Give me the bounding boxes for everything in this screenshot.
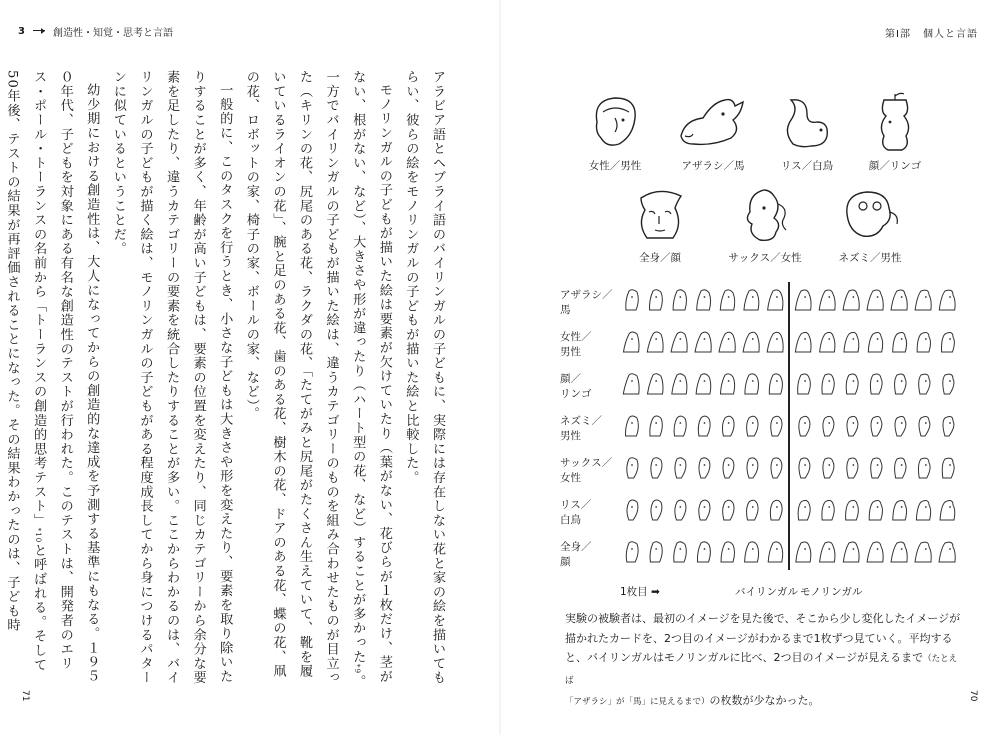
morph-drawing bbox=[742, 286, 761, 313]
morph-drawing bbox=[622, 454, 641, 481]
caption-line-2: 描かれたカードを、2つ目のイメージがわかるまで1枚ずつ見ていく。平均する bbox=[565, 631, 953, 645]
figure-face-apple-label: 顔／リンゴ bbox=[868, 160, 922, 172]
row-label-line1: 全身／ bbox=[560, 541, 592, 553]
morph-drawing bbox=[938, 328, 957, 355]
row-label-line2: 男性 bbox=[560, 430, 581, 442]
morph-drawing bbox=[866, 454, 885, 481]
morph-drawing bbox=[914, 328, 933, 355]
page-fold bbox=[499, 0, 501, 735]
morph-drawing bbox=[794, 328, 813, 355]
morph-drawing bbox=[646, 328, 665, 355]
morph-drawing bbox=[842, 538, 861, 565]
morph-drawing bbox=[694, 496, 713, 523]
morph-drawing bbox=[766, 370, 785, 397]
morph-drawing bbox=[718, 538, 737, 565]
morph-drawing bbox=[842, 286, 861, 313]
morph-drawing bbox=[670, 496, 689, 523]
row-label-seal-horse bbox=[560, 288, 616, 318]
figure-squirrel-swan bbox=[772, 92, 842, 173]
morph-drawing bbox=[794, 286, 813, 313]
row-label-line1: サックス／ bbox=[560, 457, 613, 469]
row-label-squirrel-swan bbox=[560, 498, 616, 528]
figure-mouse-man-label: ネズミ／男性 bbox=[838, 252, 902, 264]
morph-drawing bbox=[890, 454, 909, 481]
morph-drawing bbox=[766, 286, 785, 313]
squirrel-swan-drawing bbox=[777, 92, 837, 154]
morph-drawing bbox=[718, 454, 737, 481]
mouse-man-drawing bbox=[837, 184, 903, 246]
morph-drawing bbox=[766, 538, 785, 565]
figure-face-apple bbox=[860, 92, 930, 173]
morph-drawing bbox=[718, 370, 737, 397]
figure-body-face-label: 全身／顔 bbox=[639, 252, 681, 264]
morph-drawing bbox=[794, 412, 813, 439]
morph-drawing bbox=[766, 496, 785, 523]
row-label-line1: 顔／ bbox=[560, 373, 581, 385]
morph-drawing bbox=[694, 454, 713, 481]
row-label-sax-woman bbox=[560, 456, 616, 486]
morph-drawing bbox=[866, 286, 885, 313]
morph-drawing bbox=[818, 286, 837, 313]
morph-drawing bbox=[914, 496, 933, 523]
caption-line-3b: （たとえば bbox=[565, 654, 958, 686]
part-label: 第Ⅰ部 bbox=[885, 29, 911, 40]
morph-drawing bbox=[766, 328, 785, 355]
morph-drawing bbox=[742, 370, 761, 397]
morph-drawing bbox=[818, 538, 837, 565]
row-label-woman-man bbox=[560, 330, 616, 360]
morph-drawing bbox=[938, 286, 957, 313]
morph-drawing bbox=[914, 286, 933, 313]
figure-seal-horse-label: アザラシ／馬 bbox=[681, 160, 745, 172]
seal-horse-drawing bbox=[673, 92, 753, 154]
morph-drawing bbox=[890, 328, 909, 355]
morph-drawing bbox=[890, 370, 909, 397]
morph-drawing bbox=[818, 328, 837, 355]
folio-left: 71 bbox=[20, 690, 30, 702]
morph-drawing bbox=[938, 412, 957, 439]
morph-drawing bbox=[718, 496, 737, 523]
morph-drawing bbox=[742, 328, 761, 355]
body-face-drawing bbox=[629, 184, 691, 246]
caption-line-4 bbox=[565, 691, 965, 713]
row-label-mouse-man bbox=[560, 414, 616, 444]
morph-sequence-grid bbox=[560, 282, 960, 582]
morph-drawing bbox=[818, 454, 837, 481]
paragraph-4-part-a: 幼少期における創造性は、大人になってからの創造的な達成を予測する基準にもなる。１９５０年代、子どもを対象にある有名な創造性のテストが行われた。このテストは、開発者のエリス・ポール・トーランスの名前から「トーランスの創造的思考テスト」 bbox=[31, 70, 100, 684]
morph-drawing bbox=[694, 370, 713, 397]
ambiguous-figures bbox=[580, 92, 960, 272]
footnote-ref-10: *10 bbox=[34, 527, 43, 544]
caption-line-3a: と、バイリンガルはモノリンガルに比べ、2つ目のイメージが見えるまで bbox=[565, 651, 924, 664]
morph-drawing bbox=[938, 370, 957, 397]
woman-man-drawing bbox=[585, 92, 645, 154]
morph-drawing bbox=[890, 538, 909, 565]
morph-drawing bbox=[622, 538, 641, 565]
morph-drawing bbox=[914, 454, 933, 481]
row-label-line2: 白鳥 bbox=[560, 514, 581, 526]
morph-drawing bbox=[914, 412, 933, 439]
paragraph-1: アラビア語とヘブライ語のバイリンガルの子どもに、実際には存在しない花と家の絵を描いてもらい、彼らの絵をモノリンガルの子どもが描いた絵と比較した。 bbox=[403, 70, 445, 685]
morph-drawing bbox=[670, 286, 689, 313]
morph-drawing bbox=[914, 538, 933, 565]
figure-mouse-man bbox=[825, 184, 915, 265]
figure-squirrel-swan-label: リス／白鳥 bbox=[780, 160, 834, 172]
morph-drawing bbox=[938, 454, 957, 481]
row-label-line2: 顔 bbox=[560, 556, 571, 568]
morph-drawing bbox=[938, 538, 957, 565]
row-label-line2: 男性 bbox=[560, 346, 581, 358]
caption-line-4b: の枚数が少なかった。 bbox=[709, 694, 820, 707]
morph-drawing bbox=[890, 412, 909, 439]
row-label-body-face bbox=[560, 540, 616, 570]
morph-drawing bbox=[818, 496, 837, 523]
morph-drawing bbox=[866, 370, 885, 397]
morph-drawing bbox=[866, 328, 885, 355]
row-label-line1: ネズミ／ bbox=[560, 415, 602, 427]
morph-drawing bbox=[694, 286, 713, 313]
right-running-header bbox=[885, 25, 978, 40]
figure-woman-man bbox=[580, 92, 650, 173]
folio-right: 70 bbox=[968, 690, 978, 702]
row-label-face-apple bbox=[560, 372, 616, 402]
left-running-title: 創造性・知覚・思考と言語 bbox=[52, 28, 173, 39]
morph-drawing bbox=[694, 412, 713, 439]
morph-drawing bbox=[646, 538, 665, 565]
paragraph-4 bbox=[0, 70, 104, 690]
morph-drawing bbox=[718, 328, 737, 355]
row-label-line1: 女性／ bbox=[560, 331, 592, 343]
row-label-line1: アザラシ／ bbox=[560, 289, 613, 301]
monolingual-label: モノリンガル bbox=[800, 586, 863, 598]
morph-drawing bbox=[890, 286, 909, 313]
figure-woman-man-label: 女性／男性 bbox=[588, 160, 642, 172]
morph-drawing bbox=[670, 412, 689, 439]
morph-drawing bbox=[718, 286, 737, 313]
face-apple-drawing bbox=[870, 92, 920, 154]
caption-line-4a: 「アザラシ」が「馬」に見えるまで） bbox=[565, 697, 710, 707]
paragraph-2-part-b: 。一方でバイリンガルの子どもが描いた絵は、違うカテゴリーのものを組み合わせたものが目立った（キリンの花、尻尾のある花、ラクダの花、「たてがみと尻尾がたくさん生えていて、靴を履いているライオンの花」、腕と足のある花、歯のある花、樹木の花、ドアのある花、蝶の花、凧の花、ロボットの家、椅子の家、ボールの家、など）。 bbox=[243, 70, 366, 689]
morph-drawing bbox=[766, 412, 785, 439]
morph-drawing bbox=[742, 538, 761, 565]
bilingual-monolingual-divider bbox=[788, 282, 790, 570]
morph-drawing bbox=[646, 454, 665, 481]
morph-drawing bbox=[622, 496, 641, 523]
morph-drawing bbox=[646, 286, 665, 313]
morph-drawing bbox=[866, 538, 885, 565]
left-page-section-number: 3 bbox=[18, 26, 25, 37]
morph-drawing bbox=[938, 496, 957, 523]
figure-caption bbox=[565, 609, 965, 713]
morph-drawing bbox=[694, 328, 713, 355]
morph-drawing bbox=[914, 370, 933, 397]
paragraph-2-part-a: モノリンガルの子どもが描いた絵は要素が欠けていたり（葉がない、花びらが１枚だけ、茎がない、根がない、など）、大きさや形が違ったり（ハート型の花、など）することが多かった bbox=[350, 70, 392, 684]
morph-drawing bbox=[646, 496, 665, 523]
morph-drawing bbox=[794, 370, 813, 397]
morph-drawing bbox=[622, 328, 641, 355]
morph-drawing bbox=[794, 454, 813, 481]
morph-drawing bbox=[646, 370, 665, 397]
morph-drawing bbox=[742, 412, 761, 439]
paragraph-3: 一般的に、このタスクを行うとき、小さな子どもは大きさや形を変えたり、要素を取り除いたりすることが多く、年齢が高い子どもは、要素の位置を変えたり、同じカテゴリーから余分な要素を足したり、違うカテゴリーの要素を統合したりすることが多い。ここからわかるのは、バイリンガルの子どもが描く絵は、モノリンガルの子どもがある程度成長してから身につけるパターンに似ているということだ。 bbox=[110, 70, 233, 685]
morph-drawing bbox=[766, 454, 785, 481]
morph-drawing bbox=[890, 496, 909, 523]
figure-sax-woman bbox=[720, 184, 810, 265]
body-text bbox=[4, 70, 450, 690]
caption-line-3 bbox=[565, 648, 965, 691]
figure-body-face bbox=[620, 184, 700, 265]
morph-drawing bbox=[670, 454, 689, 481]
morph-drawing bbox=[622, 412, 641, 439]
morph-drawing bbox=[866, 496, 885, 523]
footnote-ref-9: *9 bbox=[353, 664, 362, 675]
figure-seal-horse bbox=[668, 92, 758, 173]
morph-drawing bbox=[818, 412, 837, 439]
morph-drawing bbox=[794, 538, 813, 565]
morph-drawing bbox=[866, 412, 885, 439]
morph-drawing bbox=[622, 286, 641, 313]
paragraph-4-part-b: と呼ばれる。そして50年後、テストの結果が再評価されることになった。その結果わかったのは、子ども時 bbox=[4, 70, 47, 673]
arrow-icon bbox=[33, 28, 45, 36]
row-label-line2: 馬 bbox=[560, 304, 571, 316]
bilingual-label: バイリンガル bbox=[735, 586, 798, 598]
row-label-line2: リンゴ bbox=[560, 388, 592, 400]
morph-drawing bbox=[794, 496, 813, 523]
morph-drawing bbox=[622, 370, 641, 397]
morph-drawing bbox=[742, 496, 761, 523]
morph-drawing bbox=[718, 412, 737, 439]
morph-drawing bbox=[646, 412, 665, 439]
morph-drawing bbox=[670, 538, 689, 565]
paragraph-2 bbox=[237, 70, 397, 690]
morph-drawing bbox=[842, 412, 861, 439]
morph-drawing bbox=[694, 538, 713, 565]
morph-drawing bbox=[670, 328, 689, 355]
sax-woman-drawing bbox=[734, 184, 796, 246]
left-running-header bbox=[18, 24, 173, 39]
morph-drawing bbox=[842, 454, 861, 481]
morph-drawing bbox=[842, 328, 861, 355]
morph-drawing bbox=[742, 454, 761, 481]
morph-drawing bbox=[842, 370, 861, 397]
figure-sax-woman-label: サックス／女性 bbox=[728, 252, 802, 264]
row-label-line2: 女性 bbox=[560, 472, 581, 484]
right-running-title: 個人と言語 bbox=[923, 29, 978, 40]
morph-drawing bbox=[842, 496, 861, 523]
morph-drawing bbox=[670, 370, 689, 397]
first-image-label: 1枚目 ➡ bbox=[620, 586, 660, 598]
morph-drawing bbox=[818, 370, 837, 397]
caption-line-1: 実験の被験者は、最初のイメージを見た後で、そこから少し変化したイメージが bbox=[565, 612, 961, 625]
row-label-line1: リス／ bbox=[560, 499, 592, 511]
